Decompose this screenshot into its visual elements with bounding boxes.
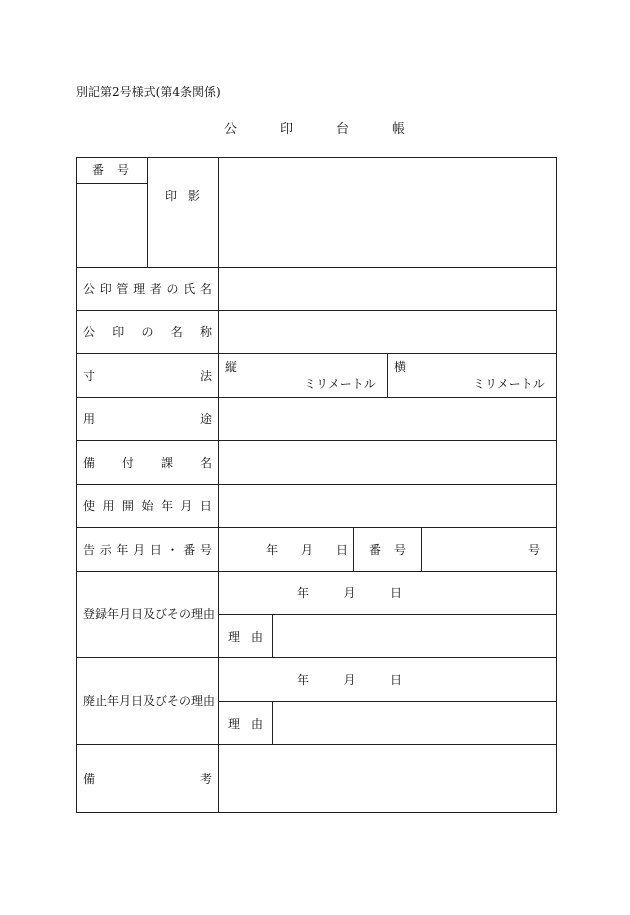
table-border-right [556,157,557,813]
start-date-field[interactable] [219,485,556,527]
registration-label: 登録年月日及びその理由 [83,607,216,621]
label-char: 理 [133,282,146,296]
usage-label [83,413,212,425]
label-char: 日 [389,586,402,600]
label-char: 称 [199,325,212,339]
label-char: 号 [116,163,129,177]
label-char: 始 [141,499,154,513]
start-date-label [83,500,212,512]
table-border-left [76,157,77,813]
label-char: 理 [228,630,241,644]
notice-date-labels [266,544,348,556]
size-label [83,370,212,382]
label-char: 年 [160,499,173,513]
abolition-label: 廃止年月日及びその理由 [83,694,216,708]
label-char: 月 [343,673,356,687]
label-char: 告 [83,543,96,557]
notice-label [83,544,212,556]
label-char: 公 [83,325,96,339]
label-char: 月 [133,543,146,557]
label-char: 月 [180,499,193,513]
label-char: 名 [170,325,183,339]
label-char: 年 [297,586,310,600]
label-char: 印 [112,325,125,339]
label-char: 理 [228,717,241,731]
row-divider [76,527,557,528]
number-column-divider [147,157,148,267]
label-char: 備 [83,772,96,786]
size-horizontal-unit: ミリメートル [473,377,545,391]
label-char: 考 [199,772,212,786]
label-char: 日 [335,543,348,557]
department-field[interactable] [219,441,556,484]
label-char: 名 [199,282,212,296]
label-char: 番 [92,163,105,177]
label-char: 号 [393,543,406,557]
notice-number-divider [421,527,422,571]
label-char: 印 [99,282,112,296]
label-char: 日 [149,543,162,557]
notice-number-label [369,544,406,556]
number-label [92,164,129,176]
row-divider [76,657,557,658]
form-number-note: 別記第2号様式(第4条関係) [76,85,221,99]
label-char: 月 [343,586,356,600]
usage-field[interactable] [219,398,556,440]
label-char: 示 [99,543,112,557]
registration-reason-label [228,631,263,643]
admin-name-field[interactable] [219,268,556,310]
seal-register-form [76,157,557,813]
registration-reason-field[interactable] [273,615,556,657]
row-divider [76,571,557,572]
label-char: 公 [83,282,96,296]
registration-date-labels [297,587,402,599]
notice-date-divider [353,527,354,571]
row-divider [76,353,557,354]
label-char: 日 [389,673,402,687]
label-char: 氏 [183,282,196,296]
seal-name-label [83,326,212,338]
label-char: 由 [250,630,263,644]
label-char: 開 [121,499,134,513]
remarks-field[interactable] [219,745,556,812]
label-char: 番 [369,543,382,557]
notice-number-suffix: 号 [528,543,541,557]
abolition-reason-field[interactable] [273,702,556,744]
seal-name-field[interactable] [219,311,556,353]
label-char: 寸 [83,369,96,383]
size-vertical-unit: ミリメートル [304,377,376,391]
abolition-reason-label [228,718,263,730]
label-char: 者 [149,282,162,296]
label-char: 使 [83,499,96,513]
table-border-bottom [76,812,557,813]
size-vertical-label: 縦 [225,360,238,374]
seal-impression-field[interactable] [219,158,556,267]
label-char: 影 [187,189,200,203]
size-horizontal-label: 横 [394,360,407,374]
label-char: の [141,325,154,339]
label-char: 名 [199,456,212,470]
label-char: 号 [199,543,212,557]
label-char: 番 [183,543,196,557]
size-divider [387,353,388,397]
label-char: 月 [300,543,313,557]
label-char: 年 [297,673,310,687]
label-char: の [166,282,179,296]
label-char: ・ [166,543,179,557]
label-char: 印 [165,189,178,203]
document-title: 公 印 台 帳 [223,122,406,137]
remarks-label [83,773,212,785]
seal-impression-label [165,190,200,202]
abolition-date-labels [297,674,402,686]
label-char: 法 [199,369,212,383]
label-char: 用 [83,412,96,426]
label-char: 年 [266,543,279,557]
label-char: 管 [116,282,129,296]
number-header-divider [76,183,148,184]
department-label [83,457,212,469]
label-char: 付 [121,456,134,470]
admin-name-label [83,283,212,295]
label-char: 課 [160,456,173,470]
label-char: 途 [199,412,212,426]
label-char: 日 [199,499,212,513]
label-char: 年 [116,543,129,557]
label-char: 由 [250,717,263,731]
label-char: 備 [83,456,96,470]
label-char: 用 [102,499,115,513]
